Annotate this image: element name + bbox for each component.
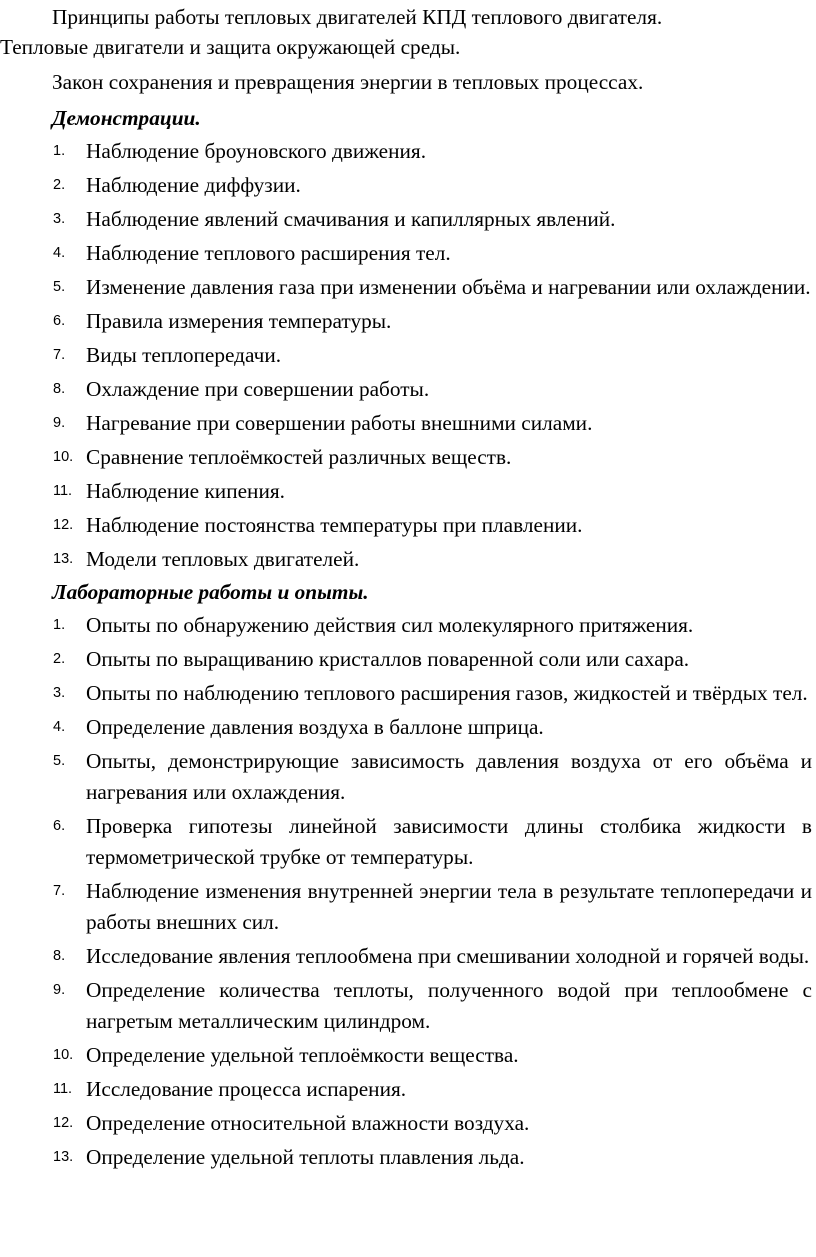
- list-item: [0, 204, 812, 235]
- item-number: 5.: [53, 279, 66, 295]
- item-number: 1.: [53, 143, 66, 159]
- item-text: Охлаждение при совершении работы.: [86, 377, 430, 401]
- list-item: [0, 442, 812, 473]
- intro-line-2: Тепловые двигатели и защита окружающей среды.: [0, 35, 461, 59]
- item-text: Наблюдение явлений смачивания и капиллярных явлений.: [86, 207, 616, 231]
- item-number: 13.: [53, 551, 74, 567]
- item-number: 11.: [53, 1081, 73, 1097]
- item-number: 8.: [53, 948, 66, 964]
- list-item: [0, 678, 812, 709]
- item-number: 8.: [53, 381, 66, 397]
- item-number: 7.: [53, 883, 66, 899]
- item-number: 10.: [53, 449, 74, 465]
- item-text: Изменение давления газа при изменении объёма и нагревании или охлаждении.: [86, 275, 811, 299]
- item-text: Нагревание при совершении работы внешними силами.: [86, 411, 593, 435]
- intro-line-3: Закон сохранения и превращения энергии в тепловых процессах.: [52, 70, 644, 94]
- item-text: Определение удельной теплоёмкости вещества.: [86, 1043, 519, 1067]
- list-item: [0, 510, 812, 541]
- list-item: [0, 1142, 812, 1173]
- document-page: [0, 2, 816, 1257]
- item-text: Исследование процесса испарения.: [86, 1077, 407, 1101]
- list-item: [0, 1074, 812, 1105]
- list-item: [0, 712, 812, 743]
- list-item: [0, 476, 812, 507]
- item-text: Наблюдение диффузии.: [86, 173, 301, 197]
- list-item: [0, 876, 812, 938]
- list-item: [0, 941, 812, 972]
- item-number: 4.: [53, 719, 66, 735]
- item-number: 1.: [53, 617, 66, 633]
- item-text: Наблюдение броуновского движения.: [86, 139, 427, 163]
- item-text: Наблюдение изменения внутренней энергии тела в результате теплопередачи и работы внешних сил.: [86, 879, 812, 934]
- intro-line-1: Принципы работы тепловых двигателей КПД теплового двигателя.: [52, 5, 663, 29]
- list-item: [0, 272, 812, 303]
- item-number: 2.: [53, 651, 66, 667]
- list-item: [0, 136, 812, 167]
- item-number: 13.: [53, 1149, 74, 1165]
- list-item: [0, 340, 812, 371]
- list-item: [0, 1108, 812, 1139]
- item-text: Виды теплопередачи.: [86, 343, 282, 367]
- list-item: [0, 170, 812, 201]
- item-text: Правила измерения температуры.: [86, 309, 392, 333]
- item-text: Наблюдение постоянства температуры при плавлении.: [86, 513, 583, 537]
- list-item: [0, 746, 812, 808]
- list-item: [0, 408, 812, 439]
- labs-heading: Лабораторные работы и опыты.: [52, 580, 369, 604]
- item-number: 10.: [53, 1047, 74, 1063]
- item-number: 3.: [53, 211, 66, 227]
- item-text: Исследование явления теплообмена при смешивании холодной и горячей воды.: [86, 944, 810, 968]
- item-text: Определение относительной влажности воздуха.: [86, 1111, 530, 1135]
- item-number: 9.: [53, 982, 66, 998]
- item-text: Проверка гипотезы линейной зависимости длины столбика жидкости в термометрической трубке от температуры.: [86, 814, 812, 869]
- item-number: 4.: [53, 245, 66, 261]
- item-number: 6.: [53, 818, 66, 834]
- list-item: [0, 811, 812, 873]
- labs-list: [0, 610, 812, 1173]
- demonstrations-list: [0, 136, 812, 575]
- item-number: 2.: [53, 177, 66, 193]
- item-number: 12.: [53, 517, 74, 533]
- item-number: 5.: [53, 753, 66, 769]
- list-item: [0, 610, 812, 641]
- demonstrations-heading: Демонстрации.: [52, 106, 201, 130]
- list-item: [0, 238, 812, 269]
- item-text: Наблюдение кипения.: [86, 479, 285, 503]
- item-number: 6.: [53, 313, 66, 329]
- item-text: Определение давления воздуха в баллоне шприца.: [86, 715, 544, 739]
- item-text: Опыты по выращиванию кристаллов поваренной соли или сахара.: [86, 647, 690, 671]
- item-text: Наблюдение теплового расширения тел.: [86, 241, 451, 265]
- item-text: Опыты по обнаружению действия сил молекулярного притяжения.: [86, 613, 694, 637]
- item-text: Опыты, демонстрирующие зависимость давления воздуха от его объёма и нагревания или охлаждения.: [86, 749, 812, 804]
- list-item: [0, 975, 812, 1037]
- item-number: 9.: [53, 415, 66, 431]
- list-item: [0, 306, 812, 337]
- list-item: [0, 544, 812, 575]
- list-item: [0, 644, 812, 675]
- item-text: Модели тепловых двигателей.: [86, 547, 360, 571]
- item-text: Определение удельной теплоты плавления льда.: [86, 1145, 525, 1169]
- list-item: [0, 1040, 812, 1071]
- item-text: Определение количества теплоты, полученного водой при теплообмене с нагретым металлическим цилиндром.: [86, 978, 812, 1033]
- item-number: 7.: [53, 347, 66, 363]
- item-number: 12.: [53, 1115, 74, 1131]
- item-number: 3.: [53, 685, 66, 701]
- item-number: 11.: [53, 483, 73, 499]
- list-item: [0, 374, 812, 405]
- item-text: Опыты по наблюдению теплового расширения газов, жидкостей и твёрдых тел.: [86, 681, 808, 705]
- item-text: Сравнение теплоёмкостей различных веществ.: [86, 445, 512, 469]
